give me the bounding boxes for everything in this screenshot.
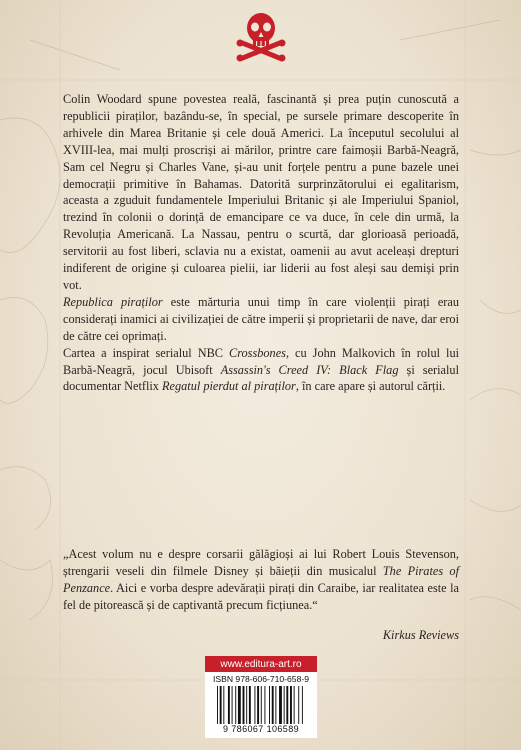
blurb-paragraph-2-text: este mărturia unui timp în care violenții pirați erau considerați inamici ai civilizației de către imperii și proprietarii de nave, dar eroi de către cei oprimați. <box>63 294 459 343</box>
blurb-p3-text-d: , în care apare și autorul cărții. <box>295 379 446 394</box>
quote-text-b: . Aici e vorba despre adevărații pirați din Caraibe, iar realitatea este la fel de pitorească și de captivantă precum ficțiunea.“ <box>63 580 459 612</box>
quote-source: Kirkus Reviews <box>382 628 459 642</box>
isbn-text: ISBN 978-606-710-658-9 <box>212 674 310 684</box>
quote-text <box>63 546 459 614</box>
blurb-paragraph-3 <box>63 345 459 396</box>
book-title: Republica piraților <box>63 294 163 309</box>
series-title-crossbones: Crossbones <box>229 345 286 360</box>
quote-text-a: „Acest volum nu e despre corsarii gălăgioși ai lui Robert Louis Stevenson, ștrengarii veseli din filmele Disney și băieții din musicalul <box>63 547 459 578</box>
blurb-p3-text-a: Cartea a inspirat serialul NBC <box>63 345 229 360</box>
review-quote <box>63 546 459 614</box>
game-title: Assassin's Creed IV: Black Flag <box>220 362 399 377</box>
skull-crossbones-icon <box>235 10 287 66</box>
blurb-p3-text-b: , cu John Malkovich în rolul lui Barbă-Neagră, jocul Ubisoft <box>63 345 460 377</box>
blurb-paragraph-2 <box>63 294 459 345</box>
documentary-title: Regatul pierdut al piraților <box>162 379 296 394</box>
blurb-paragraph-1: Colin Woodard spune povestea reală, fascinantă și prea puțin cunoscută a republicii piraților, bazându-se, în special, pe sursele primare descoperite în arhivele din Marea Britanie și cele două Americi. La începutul secolului al XVIII-lea, mai mulți proscriși ai mărilor, printre care faimoșii Barbă-Neagră, Sam cel Negru și Charles Vane, și-au unit forțele pentru a pune bazele unei democrații primitive în Bahamas. Datorită surprinzătorului ei egalitarism, aceasta a zguduit fundamentele Imperiului Britanic și ale Imperiului Spaniol, trezind în colonii o dorință de emancipare ce va duce, în cele din urmă, la Revoluția Americană. La Nassau, pentru o scurtă, dar glorioasă perioadă, servitorii au fost liberi, sclavia nu a existat, oamenii au avut aceleași drepturi indiferent de origine și culoarea pielii, iar liderii au fost aleși sau demiși prin vot. <box>63 92 459 292</box>
blurb-p3-text-c: și serialul documentar Netflix <box>63 362 459 394</box>
barcode-panel <box>205 672 317 738</box>
barcode-icon <box>217 686 305 724</box>
publisher-url: www.editura-art.ro <box>205 656 317 672</box>
musical-title: The Pirates of Penzance <box>63 563 459 595</box>
barcode-digits: 9 786067 106589 <box>222 724 300 734</box>
back-cover-blurb <box>63 91 459 395</box>
